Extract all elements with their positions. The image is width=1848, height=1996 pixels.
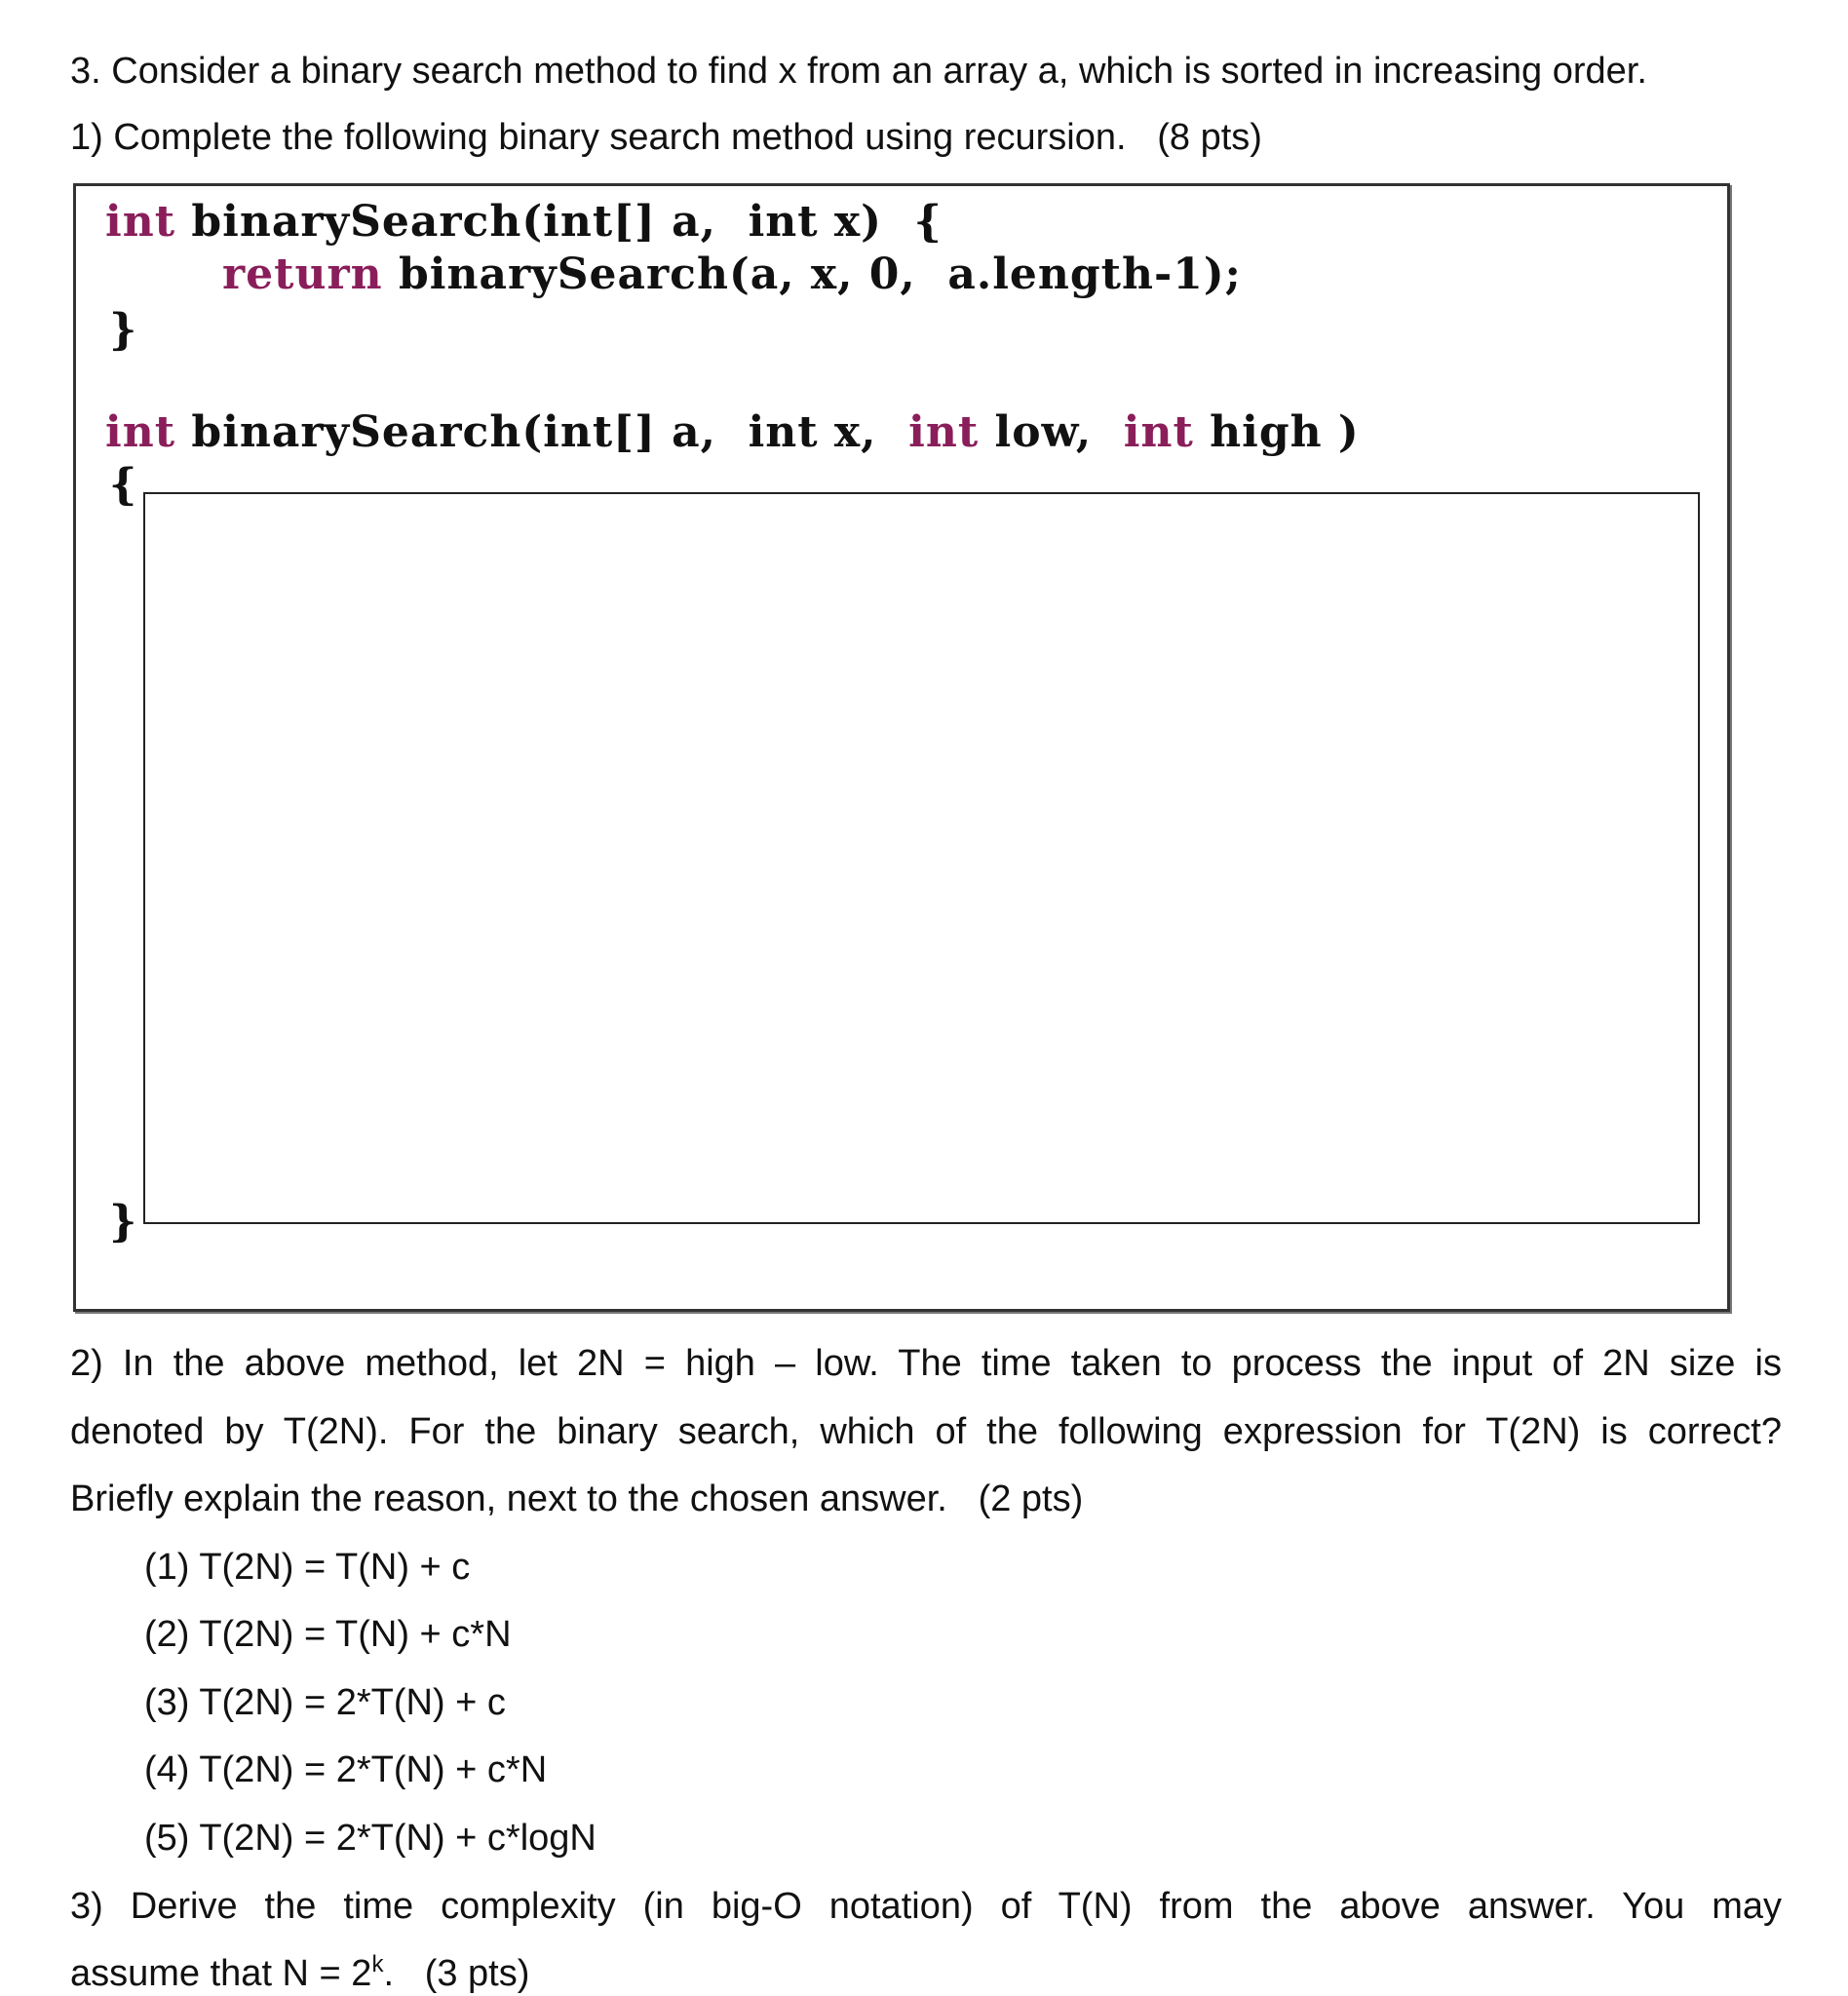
code-text: low, <box>979 407 1124 457</box>
part3-period: . <box>383 1953 394 1994</box>
option-5: (5) T(2N) = 2*T(N) + c*logN <box>144 1818 597 1859</box>
code-text: binarySearch(a, x, 0, a.length-1); <box>382 250 1242 299</box>
keyword-int: int <box>105 407 176 457</box>
code-open-brace: { <box>109 460 138 510</box>
code-line-1 <box>105 197 943 248</box>
keyword-int: int <box>908 407 980 457</box>
part3-points: (3 pts) <box>424 1953 530 1994</box>
option-1: (1) T(2N) = T(N) + c <box>144 1547 471 1588</box>
part1-text: 1) Complete the following binary search method using recursion. <box>70 117 1127 158</box>
part3-line-1: 3) Derive the time complexity (in big-O notation) of T(N) from the above answer. You may <box>70 1886 1782 1927</box>
keyword-int: int <box>105 197 176 247</box>
part2-line-2: denoted by T(2N). For the binary search, which of the following expression for T(2N) is correct? <box>70 1411 1782 1452</box>
code-text: binarySearch(int[] a, int x, <box>175 407 909 457</box>
question-intro: 3. Consider a binary search method to find x from an array a, which is sorted in increasing order. <box>70 51 1647 92</box>
part2-line-3 <box>70 1477 1083 1521</box>
option-3: (3) T(2N) = 2*T(N) + c <box>144 1682 506 1723</box>
part2-points: (2 pts) <box>978 1478 1084 1519</box>
option-2: (2) T(2N) = T(N) + c*N <box>144 1614 512 1655</box>
part3-exponent: k <box>371 1951 384 1977</box>
part2-instruction: Briefly explain the reason, next to the chosen answer. <box>70 1478 947 1519</box>
part3-text: assume that N = 2 <box>70 1953 372 1994</box>
part1-points: (8 pts) <box>1157 117 1262 158</box>
code-line-3: } <box>109 305 138 355</box>
code-line-4 <box>105 407 1360 458</box>
code-text: binarySearch(int[] a, int x) { <box>175 197 943 247</box>
code-line-2 <box>222 250 1242 300</box>
code-text: high ) <box>1193 407 1360 457</box>
option-4: (4) T(2N) = 2*T(N) + c*N <box>144 1749 548 1790</box>
part3-line-2 <box>70 1951 529 1996</box>
keyword-return: return <box>222 250 383 299</box>
code-close-brace: } <box>109 1197 138 1247</box>
part2-line-1: 2) In the above method, let 2N = high – low. The time taken to process the input of 2N size is <box>70 1343 1782 1384</box>
keyword-int: int <box>1123 407 1194 457</box>
part1-heading <box>70 115 1262 160</box>
answer-box[interactable] <box>143 492 1700 1224</box>
